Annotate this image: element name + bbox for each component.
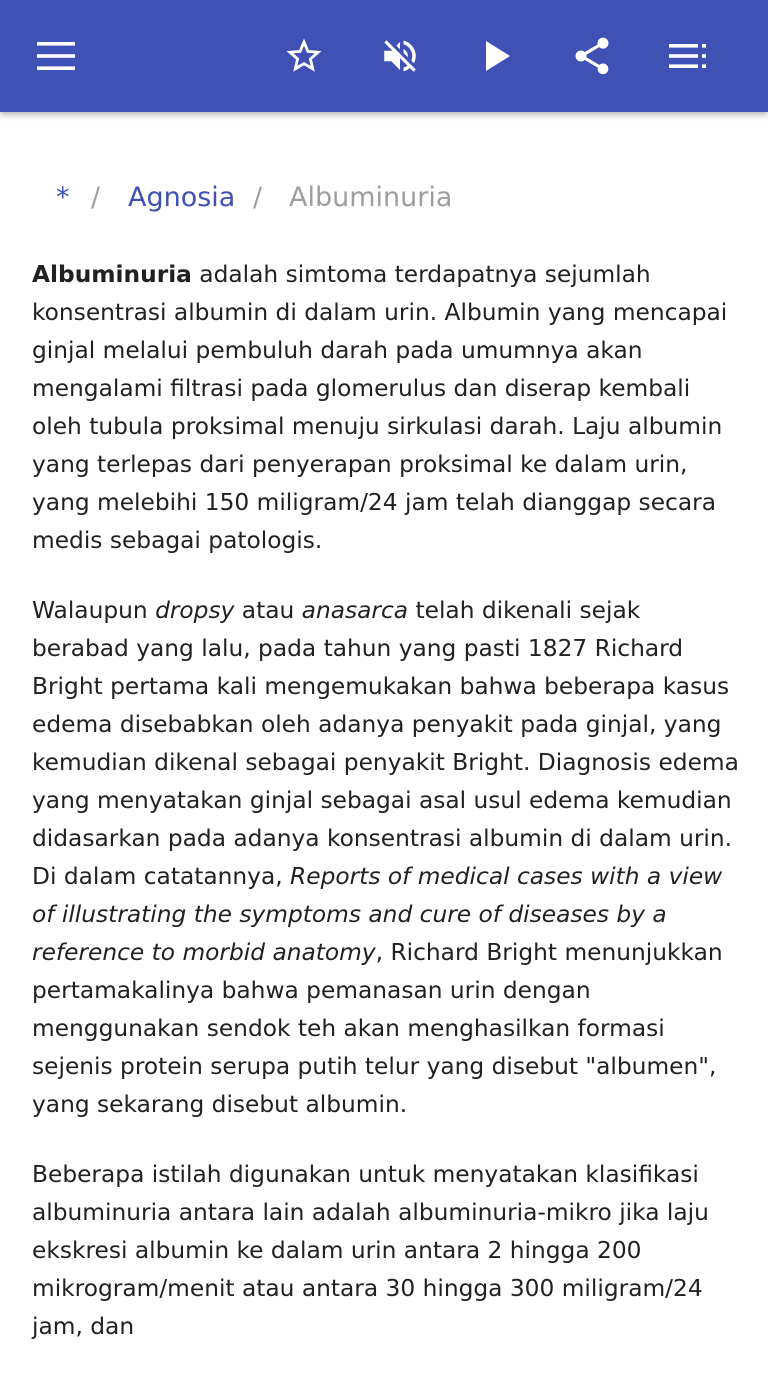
hamburger-menu-icon (37, 42, 75, 70)
book-title: Reports of medical cases with a view of illustrating the symptoms and cure of diseases by a reference to morbid anatomy (32, 863, 723, 966)
paragraph-text: , Richard Bright menunjukkan pertamakalinya bahwa pemanasan urin dengan menggunakan sendok teh akan menghasilkan formasi sejenis protein serupa putih telur yang disebut "albumen", yang sekarang disebut albumin. (32, 939, 723, 1118)
breadcrumb-separator: / (91, 182, 101, 213)
volume-off-icon (379, 35, 421, 77)
italic-term: anasarca (301, 597, 409, 624)
article-content[interactable] (0, 112, 768, 1340)
italic-term: dropsy (155, 597, 235, 624)
mute-button[interactable] (372, 28, 428, 84)
share-button[interactable] (564, 28, 620, 84)
play-icon (483, 40, 513, 72)
favorite-button[interactable] (276, 28, 332, 84)
paragraph-text: telah dikenali sejak berabad yang lalu, pada tahun yang pasti 1827 Richard Bright pertama kali mengemukakan bahwa beberapa kasus edema disebabkan oleh adanya penyakit pada ginjal, yang kemudian dikenal sebagai penyakit Bright. Diagnosis edema yang menyatakan ginjal sebagai asal usul edema kemudian didasarkan pada adanya konsentrasi albumin di dalam urin. Di dalam catatannya, (32, 597, 739, 890)
app-bar (0, 0, 768, 112)
article-paragraph (32, 256, 744, 560)
menu-button[interactable] (28, 28, 84, 84)
article-paragraph (32, 592, 744, 1124)
article-body (32, 256, 744, 1378)
paragraph-text: adalah simtoma terdapatnya sejumlah konsentrasi albumin di dalam urin. Albumin yang mencapai ginjal melalui pembuluh darah pada umumnya akan mengalami filtrasi pada glomerulus dan diserap kembali oleh tubula proksimal menuju sirkulasi darah. Laju albumin yang terlepas dari penyerapan proksimal ke dalam urin, yang melebihi 150 miligram/24 jam telah dianggap secara medis sebagai patologis. (32, 261, 728, 554)
article-paragraph (32, 1156, 744, 1346)
paragraph-text: atau (234, 597, 302, 624)
breadcrumb-parent-link[interactable]: Agnosia (128, 182, 236, 213)
paragraph-text: Walaupun (32, 597, 156, 624)
playlist-button[interactable] (660, 28, 716, 84)
star-outline-icon (283, 35, 325, 77)
paragraph-text: Beberapa istilah digunakan untuk menyatakan klasifikasi albuminuria antara lain adalah albuminuria-mikro jika laju ekskresi albumin ke dalam urin antara 2 hingga 200 mikrogram/menit atau antara 30 hingga 300 miligram/24 jam, dan (32, 1161, 709, 1340)
playlist-icon (669, 44, 707, 68)
breadcrumb-home-link[interactable]: * (56, 182, 70, 213)
share-icon (570, 34, 614, 78)
breadcrumb-separator: / (253, 182, 263, 213)
article-term: Albuminuria (32, 261, 192, 288)
play-button[interactable] (470, 28, 526, 84)
breadcrumb-current: Albuminuria (289, 182, 453, 213)
breadcrumb (0, 180, 768, 220)
